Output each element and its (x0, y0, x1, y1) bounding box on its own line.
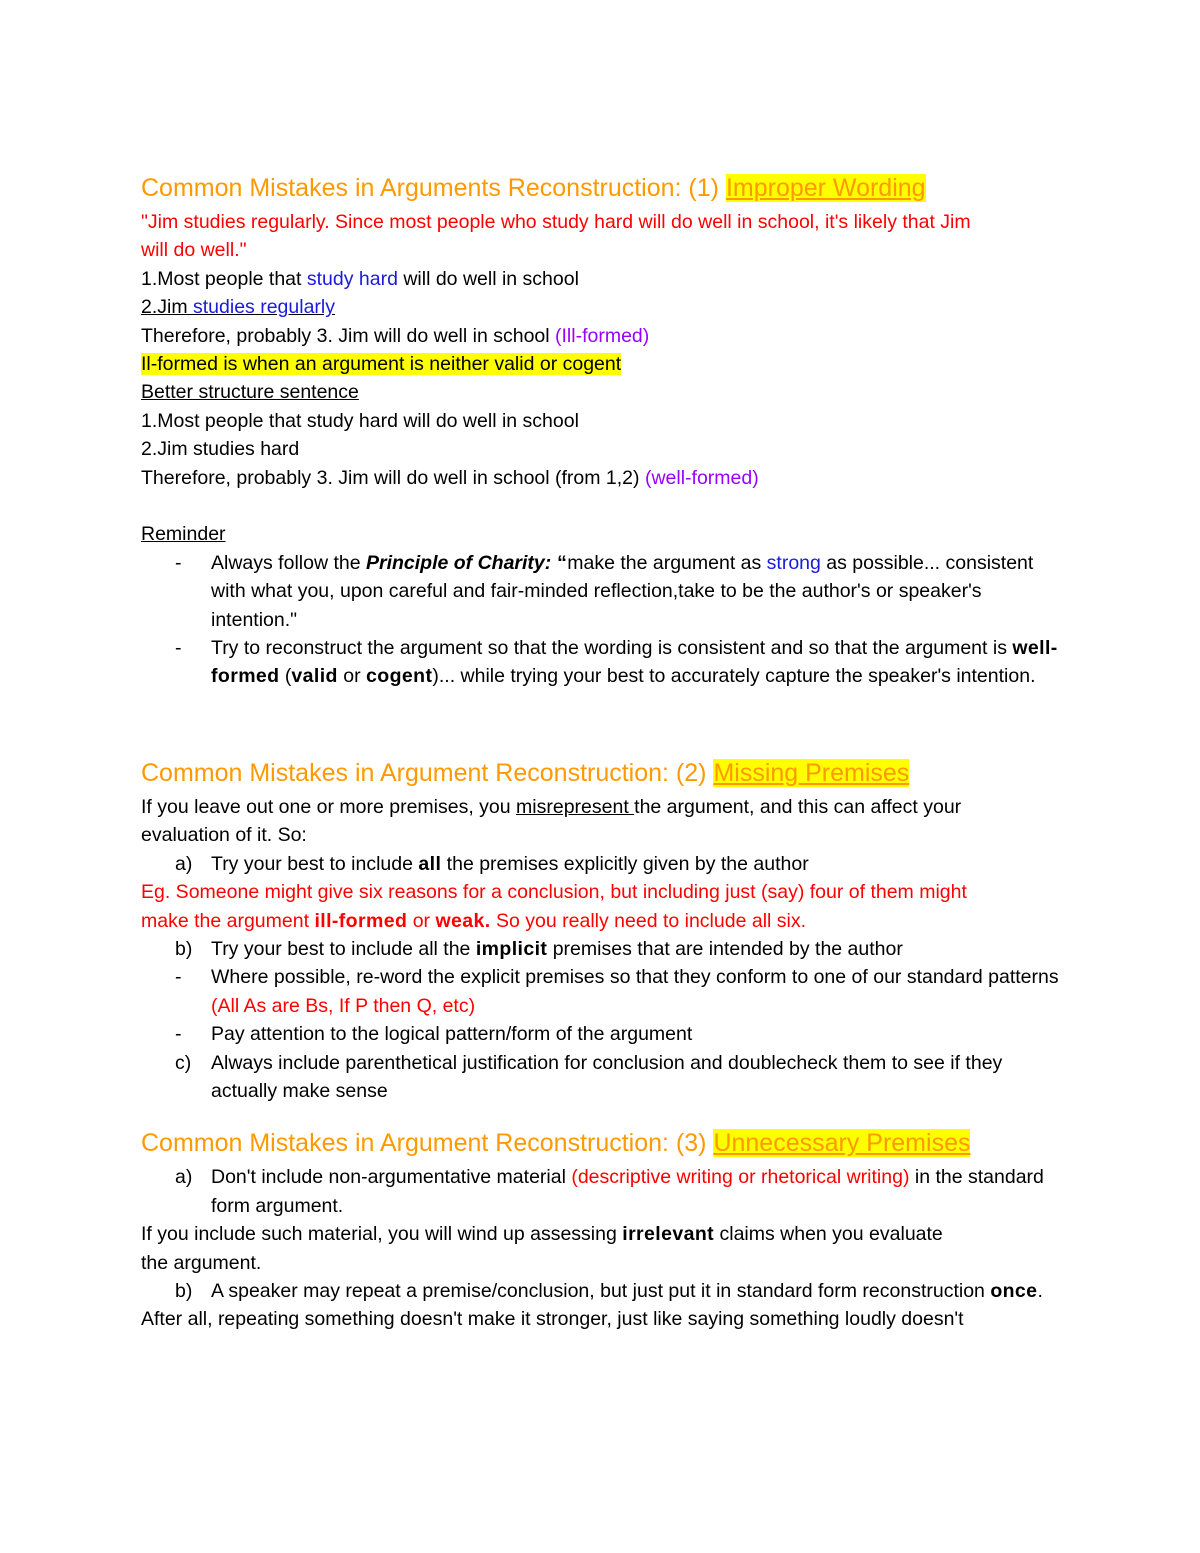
text: irrelevant (622, 1223, 715, 1246)
text: (well-formed) (644, 466, 759, 489)
text: )... while trying your best to accurately capture the speaker's intention. (432, 665, 1036, 688)
list-marker: c) (175, 1051, 192, 1074)
paragraph-line: the argument. (141, 1251, 262, 1274)
spacer (141, 492, 1071, 520)
text: valid (291, 665, 338, 688)
text: (Ill-formed) (555, 324, 650, 347)
list-item (141, 935, 1071, 963)
section1-heading (141, 172, 1071, 204)
text: or (407, 909, 436, 932)
better-conclusion (141, 464, 1071, 492)
better-structure-label: Better structure sentence (141, 381, 359, 404)
text: studies regularly (193, 296, 335, 319)
item-text (211, 850, 1071, 878)
list-item (141, 634, 1071, 691)
heading-text: Common Mistakes in Argument Reconstruction: (2) (141, 758, 714, 787)
better-premise-2: 2.Jim studies hard (141, 438, 300, 461)
text: Therefore, probably 3. Jim will do well in school (from 1,2) (141, 466, 645, 489)
heading-highlight: Improper Wording (725, 174, 926, 202)
text: in the standard form argument. (211, 1166, 1044, 1217)
document-content (141, 172, 1071, 1334)
section2-heading (141, 757, 1071, 789)
text: well-formed (211, 637, 1058, 688)
text: misrepresent (516, 795, 635, 818)
text: claims when you evaluate (714, 1223, 943, 1246)
heading-text: Common Mistakes in Arguments Reconstruction: (1) (141, 174, 726, 202)
list-item (141, 1277, 1071, 1305)
list-item (141, 1163, 1071, 1220)
text: If you leave out one or more premises, you (141, 795, 517, 818)
list-marker: b) (175, 937, 193, 960)
text: “ (551, 551, 568, 574)
text: Try your best to include all the (211, 937, 476, 960)
text: cogent (366, 665, 433, 688)
text: . (1037, 1279, 1043, 1302)
item-text: Pay attention to the logical pattern/form of the argument (211, 1023, 693, 1046)
text: ( (279, 665, 292, 688)
intro-line (141, 793, 1071, 821)
quote-line: will do well." (141, 239, 247, 262)
example-line: Eg. Someone might give six reasons for a conclusion, but including just (say) four of them might (141, 881, 967, 904)
text: ill-formed (314, 909, 408, 932)
list-item (141, 963, 1071, 1020)
bullet-text (211, 634, 1071, 691)
conclusion (141, 322, 1071, 350)
reminder-label: Reminder (141, 523, 226, 546)
text: premises that are intended by the author (547, 937, 903, 960)
premise-1 (141, 265, 1071, 293)
text: study hard (306, 267, 398, 290)
item-text (211, 935, 1071, 963)
bullet-dash: - (175, 551, 182, 574)
item-text (211, 1277, 1071, 1305)
text: Don't include non-argumentative material (211, 1166, 572, 1189)
list-marker: a) (175, 852, 193, 875)
bullet-dash: - (175, 966, 182, 989)
list-item (141, 1049, 1071, 1106)
text: make the argument (141, 909, 315, 932)
premise-2 (141, 293, 1071, 321)
list-item (141, 1020, 1071, 1048)
example-line (141, 907, 1071, 935)
text: A speaker may repeat a premise/conclusion, but just put it in standard form reconstruction (211, 1279, 991, 1302)
text: all (418, 852, 442, 875)
text: (descriptive writing or rhetorical writing) (571, 1166, 910, 1189)
text: strong (766, 551, 821, 574)
text: 1.Most people that (141, 267, 307, 290)
text: once (990, 1279, 1038, 1302)
text: implicit (475, 937, 548, 960)
text: Principle of Charity: (365, 551, 552, 574)
text: If you include such material, you will wind up assessing (141, 1223, 623, 1246)
list-item (141, 850, 1071, 878)
list-marker: b) (175, 1279, 193, 1302)
text: Try your best to include (211, 852, 419, 875)
text: the argument, and this can affect your (634, 795, 962, 818)
paragraph-line: After all, repeating something doesn't make it stronger, just like saying something loudly doesn't (141, 1308, 964, 1331)
text: the premises explicitly given by the author (441, 852, 809, 875)
text: Il-formed is when an argument is neither valid or cogent (141, 353, 622, 376)
text: Try to reconstruct the argument so that the wording is consistent and so that the argument is (211, 637, 1013, 660)
heading-highlight: Missing Premises (713, 758, 910, 787)
quote-line: "Jim studies regularly. Since most people who study hard will do well in school, it's likely that Jim (141, 211, 971, 233)
section3-heading (141, 1127, 1071, 1159)
paragraph-line (141, 1220, 1071, 1248)
text: Where possible, re-word the explicit premises so that they conform to one of our standard patterns (211, 966, 1059, 989)
better-premise-1: 1.Most people that study hard will do well in school (141, 409, 579, 432)
text: So you really need to include all six. (490, 909, 807, 932)
illformed-definition (141, 350, 1071, 378)
text: make the argument as (567, 551, 767, 574)
bullet-dash: - (175, 637, 182, 660)
list-item (141, 549, 1071, 634)
heading-highlight: Unnecessary Premises (713, 1129, 971, 1158)
text: weak. (435, 909, 491, 932)
text: Therefore, probably 3. Jim will do well in school (141, 324, 556, 347)
heading-text: Common Mistakes in Argument Reconstruction: (3) (141, 1129, 714, 1158)
text: (All As are Bs, If P then Q, etc) (211, 994, 476, 1017)
item-text (211, 963, 1071, 1020)
text: will do well in school (397, 267, 579, 290)
bullet-text (211, 549, 1071, 634)
intro-line: evaluation of it. So: (141, 824, 307, 847)
list-marker: a) (175, 1166, 193, 1189)
text: 2.Jim (141, 296, 194, 319)
text: as possible... consistent with what you, upon careful and fair-minded reflection,take to be the author's or speaker's intention." (211, 551, 1034, 631)
text: or (337, 665, 367, 688)
text: Always follow the (211, 551, 366, 574)
bullet-dash: - (175, 1023, 182, 1046)
item-text (211, 1163, 1071, 1220)
item-text: Always include parenthetical justification for conclusion and doublecheck them to see if they actually make sense (211, 1051, 1003, 1102)
